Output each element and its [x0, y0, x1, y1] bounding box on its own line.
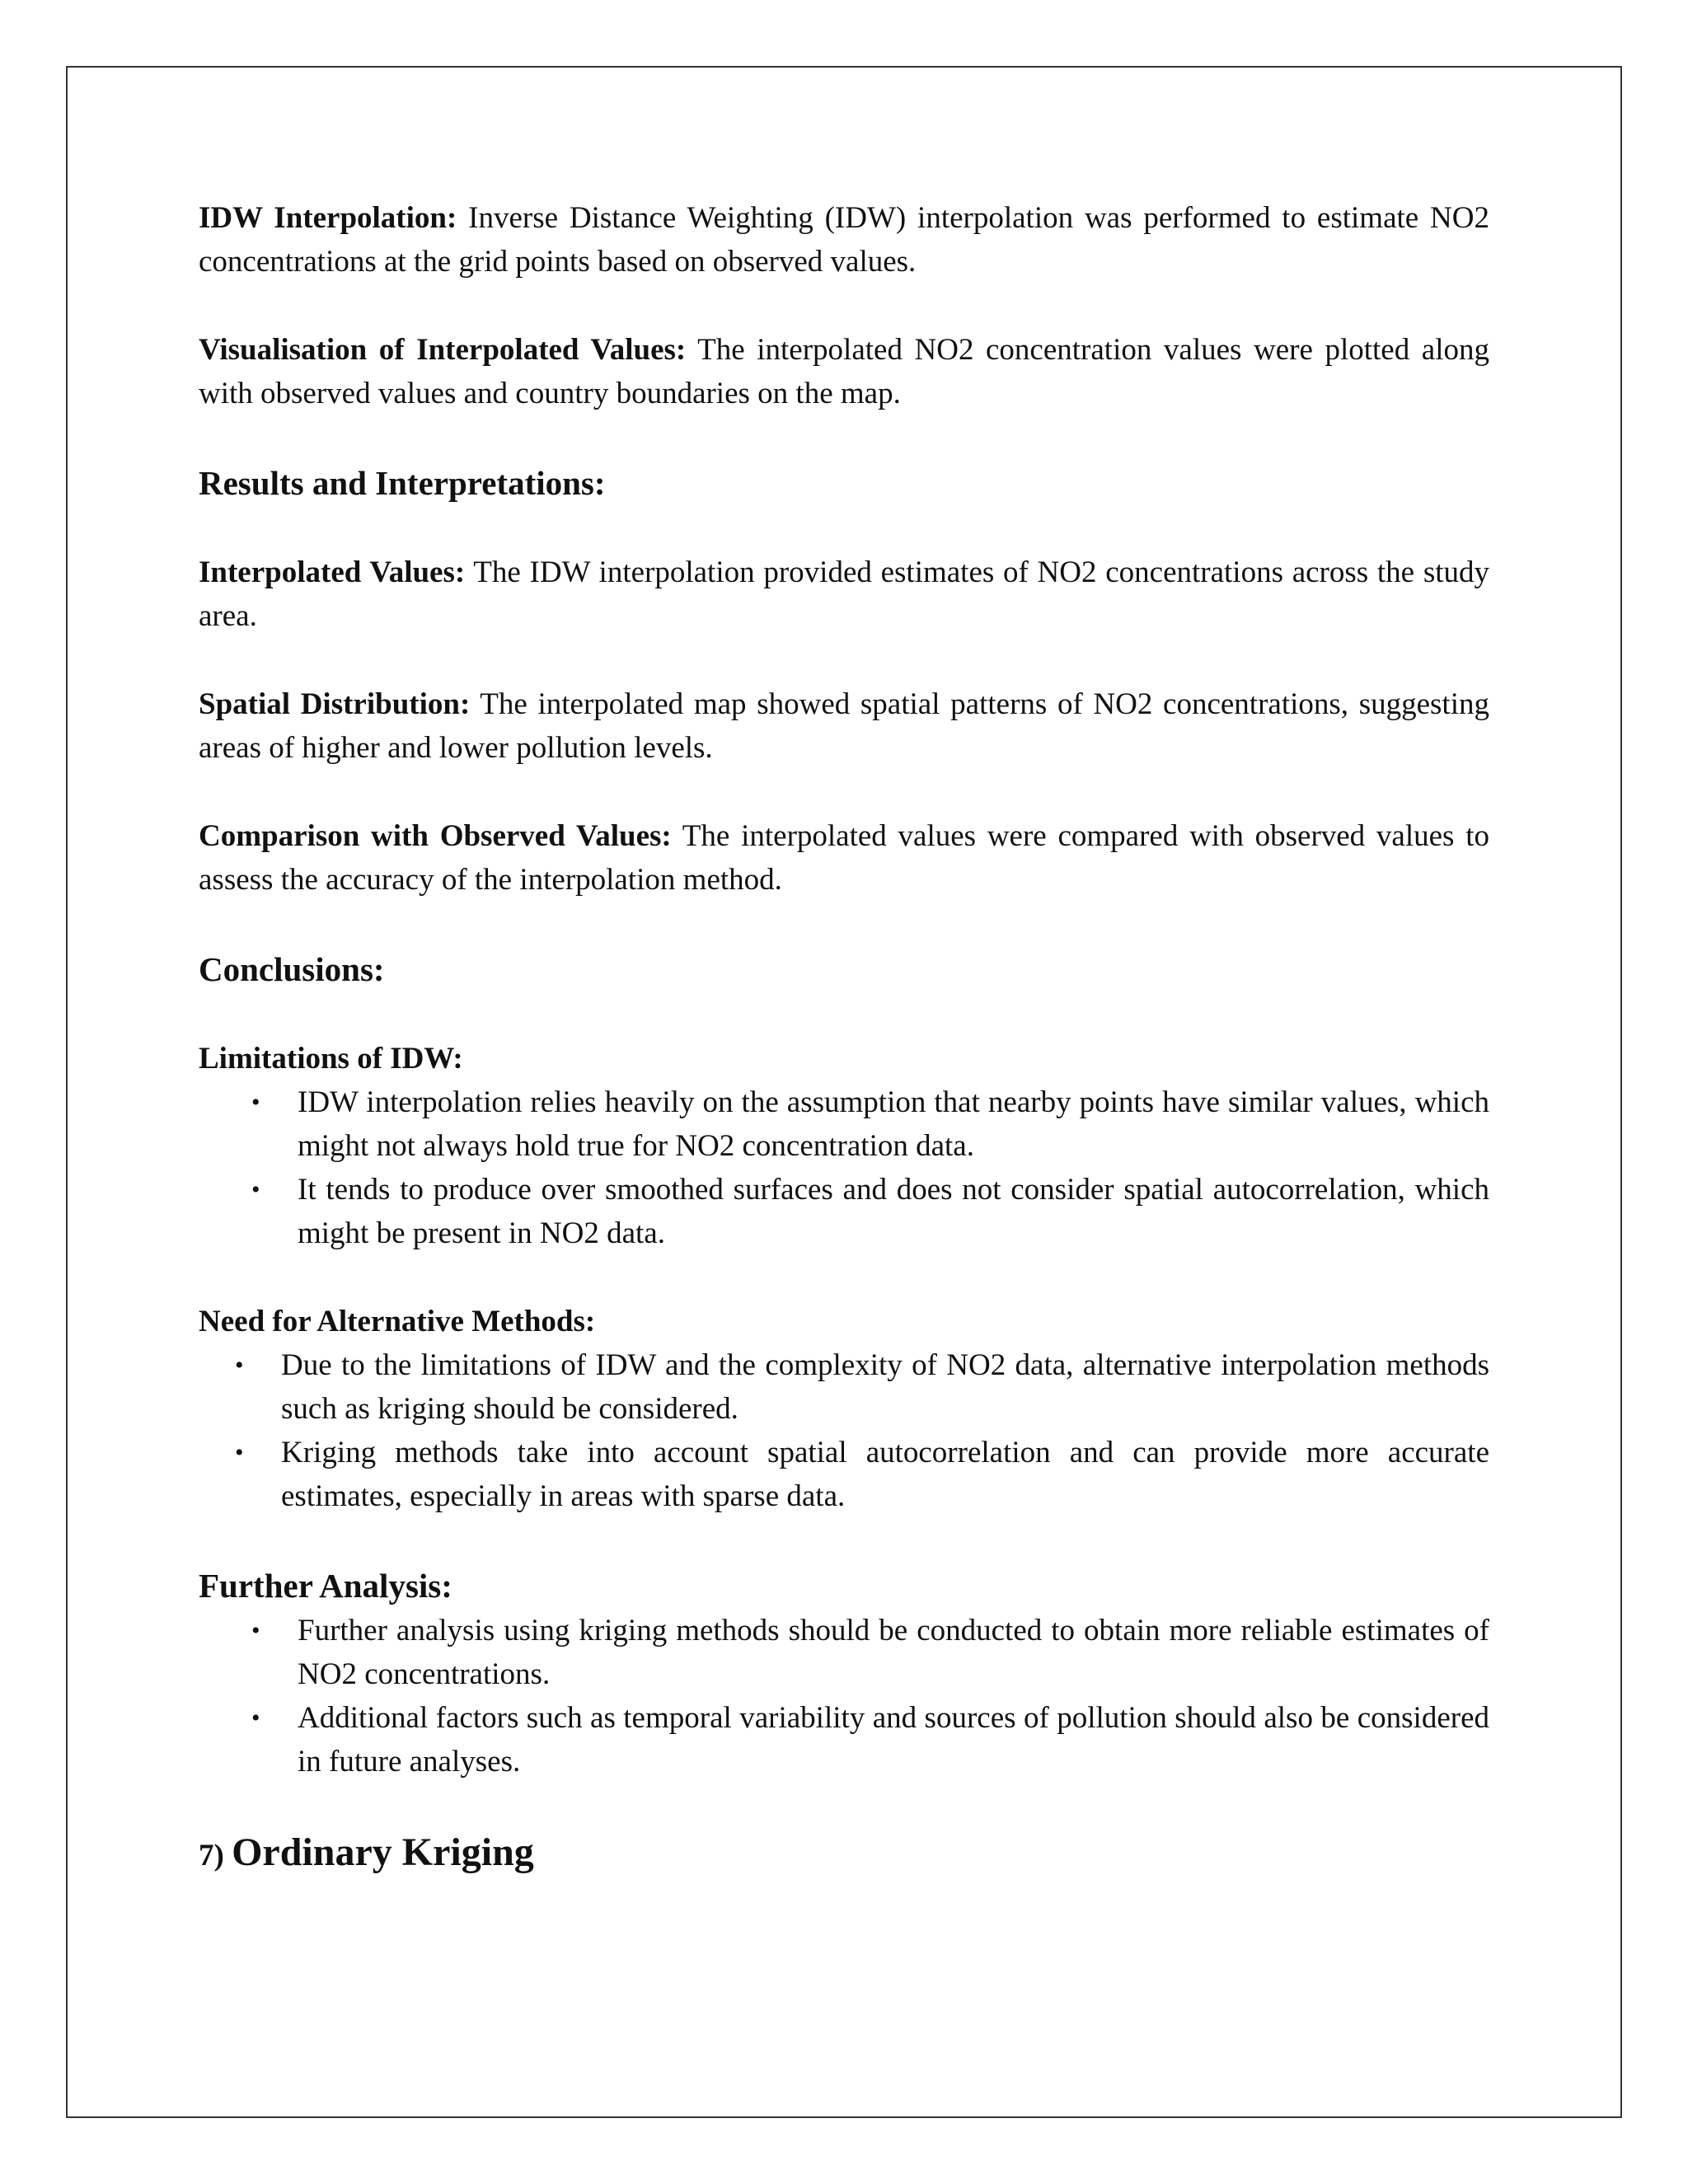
list-item: • IDW interpolation relies heavily on the assumption that nearby points have similar values, which might not always hold true for NO2 concentration data. [199, 1080, 1489, 1168]
bullet-icon: • [251, 1089, 260, 1116]
interpolated-values-label: Interpolated Values: [199, 555, 466, 589]
comparison-label: Comparison with Observed Values: [199, 819, 672, 853]
further-analysis-title: Further Analysis: [199, 1567, 452, 1605]
spatial-distribution-paragraph [199, 682, 1489, 770]
bullet-icon: • [251, 1704, 260, 1732]
further-analysis-list [199, 1609, 1489, 1783]
limitations-list [199, 1080, 1489, 1255]
bullet-icon: • [251, 1617, 260, 1644]
section-number: 7) [199, 1839, 224, 1872]
interpolated-values-text: The IDW interpolation provided estimates of NO2 concentrations across the study area. [199, 555, 1490, 633]
comparison-paragraph [199, 814, 1489, 902]
spatial-distribution-text: The interpolated map showed spatial patterns of NO2 concentrations, suggesting areas of higher and lower pollution levels. [199, 687, 1489, 765]
visualisation-paragraph [199, 328, 1489, 415]
limitations-title: Limitations of IDW: [199, 1042, 463, 1076]
visualisation-label: Visualisation of Interpolated Values: [199, 333, 687, 367]
section-title: Ordinary Kriging [232, 1830, 534, 1874]
bullet-icon: • [251, 1176, 260, 1203]
conclusions-heading: Conclusions: [199, 950, 385, 988]
alternatives-title: Need for Alternative Methods: [199, 1305, 596, 1338]
interpolated-values-paragraph [199, 551, 1489, 638]
idw-text: Inverse Distance Weighting (IDW) interpolation was performed to estimate NO2 concentrations at the grid points based on observed values. [199, 201, 1489, 279]
bullet-icon: • [235, 1439, 244, 1466]
alternatives-list [199, 1343, 1489, 1518]
list-item: • It tends to produce over smoothed surfaces and does not consider spatial autocorrelation, which might be present in NO2 data. [199, 1168, 1489, 1255]
spatial-distribution-label: Spatial Distribution: [199, 687, 471, 721]
results-heading: Results and Interpretations: [199, 464, 606, 502]
document-body [199, 196, 1489, 1881]
idw-paragraph [199, 196, 1489, 284]
visualisation-text: The interpolated NO2 concentration values were plotted along with observed values and country boundaries on the map. [199, 333, 1489, 410]
list-item: • Additional factors such as temporal variability and sources of pollution should also be considered in future analyses. [199, 1696, 1489, 1783]
idw-label: IDW Interpolation: [199, 201, 457, 235]
section-heading [199, 1828, 1489, 1881]
comparison-text: The interpolated values were compared with observed values to assess the accuracy of the interpolation method. [199, 819, 1489, 897]
list-item: • Further analysis using kriging methods should be conducted to obtain more reliable estimates of NO2 concentrations. [199, 1609, 1489, 1696]
bullet-icon: • [235, 1352, 244, 1379]
list-item: • Due to the limitations of IDW and the complexity of NO2 data, alternative interpolation methods such as kriging should be considered. [199, 1343, 1489, 1431]
list-item: • Kriging methods take into account spatial autocorrelation and can provide more accurate estimates, especially in areas with sparse data. [199, 1431, 1489, 1518]
